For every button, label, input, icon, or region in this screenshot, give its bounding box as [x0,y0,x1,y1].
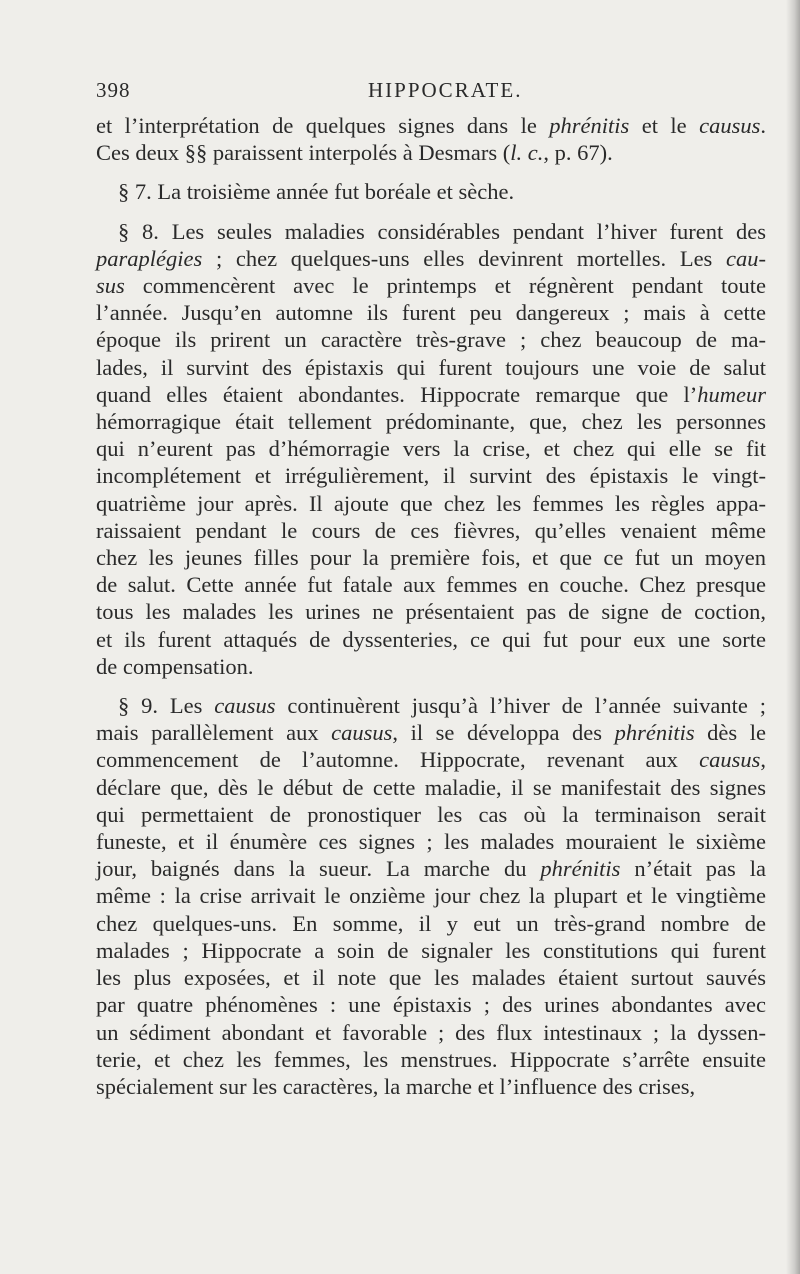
text-line: malades ; Hippocrate a soin de signaler les constitutions qui furent [96,937,766,963]
text-line: de salut. Cette année fut fatale aux femmes en couche. Chez presque [96,572,766,598]
text-line: commencement de l’automne. Hippocrate, revenant aux causus, [96,747,766,773]
paragraph [96,178,766,205]
text-line: funeste, et il énumère ces signes ; les malades mouraient le sixième [96,829,766,855]
text-line: de compensation. [96,653,254,679]
running-title: HIPPOCRATE. [368,78,523,102]
text-line: qui n’eurent pas d’hémorragie vers la crise, et chez qui elle se fit [96,436,766,462]
text-line: hémorragique était tellement prédominante, que, chez les personnes [96,409,766,435]
text-line: sus commencèrent avec le printemps et régnèrent pendant toute [96,273,766,299]
paragraph [96,218,766,680]
text-line: terie, et chez les femmes, les menstrues. Hippocrate s’arrête ensuite [96,1046,766,1072]
text-line: et l’interprétation de quelques signes dans le phrénitis et le causus. [96,113,766,138]
text-line: par quatre phénomènes : une épistaxis ; des urines abondantes avec [96,992,766,1018]
text-line: jour, baignés dans la sueur. La marche du phrénitis n’était pas la [96,856,766,882]
text-line: § 8. Les seules maladies considérables pendant l’hiver furent des [118,218,766,244]
text-line: § 9. Les causus continuèrent jusqu’à l’hiver de l’année suivante ; [118,693,766,719]
text-line: lades, il survint des épistaxis qui furent toujours une voie de salut [96,354,766,380]
text-line: quand elles étaient abondantes. Hippocrate remarque que l’humeur [96,381,766,407]
text-line: déclare que, dès le début de cette maladie, il se manifestait des signes [96,774,766,800]
text-line: spécialement sur les caractères, la marche et l’influence des crises, [96,1073,696,1099]
paragraph [96,692,766,1100]
text-line: Ces deux §§ paraissent interpolés à Desmars (l. c., p. 67). [96,140,613,166]
text-line: raissaient pendant le cours de ces fièvres, qu’elles venaient même [96,517,766,543]
text-line: l’année. Jusqu’en automne ils furent peu dangereux ; mais à cette [96,300,766,326]
text-line: mais parallèlement aux causus, il se développa des phrénitis dès le [96,720,766,746]
text-line: même : la crise arrivait le onzième jour chez la plupart et le vingtième [96,883,766,909]
text-line: quatrième jour après. Il ajoute que chez les femmes les règles appa- [96,490,766,516]
text-line: chez les jeunes filles pour la première fois, et que ce fut un moyen [96,545,766,571]
text-line: paraplégies ; chez quelques-uns elles devinrent mortelles. Les cau- [96,245,766,271]
text-line: époque ils prirent un caractère très-grave ; chez beaucoup de ma- [96,327,766,353]
text-line: tous les malades les urines ne présentaient pas de signe de coction, [96,599,766,625]
text-line: incomplétement et irrégulièrement, il survint des épistaxis le vingt- [96,463,766,489]
text-line: les plus exposées, et il note que les malades étaient surtout sauvés [96,965,766,991]
running-header [96,74,768,108]
paragraph [96,112,766,166]
text-line: qui permettaient de pronostiquer les cas où la terminaison serait [96,801,766,827]
text-line: et ils furent attaqués de dyssenteries, ce qui fut pour eux une sorte [96,626,766,652]
body-text [96,112,766,1100]
page-number: 398 [96,78,131,102]
text-line: § 7. La troisième année fut boréale et sèche. [118,179,515,205]
text-line: chez quelques-uns. En somme, il y eut un très-grand nombre de [96,910,766,936]
page-gutter-shadow [786,0,800,1274]
text-line: un sédiment abondant et favorable ; des flux intestinaux ; la dyssen- [96,1019,766,1045]
